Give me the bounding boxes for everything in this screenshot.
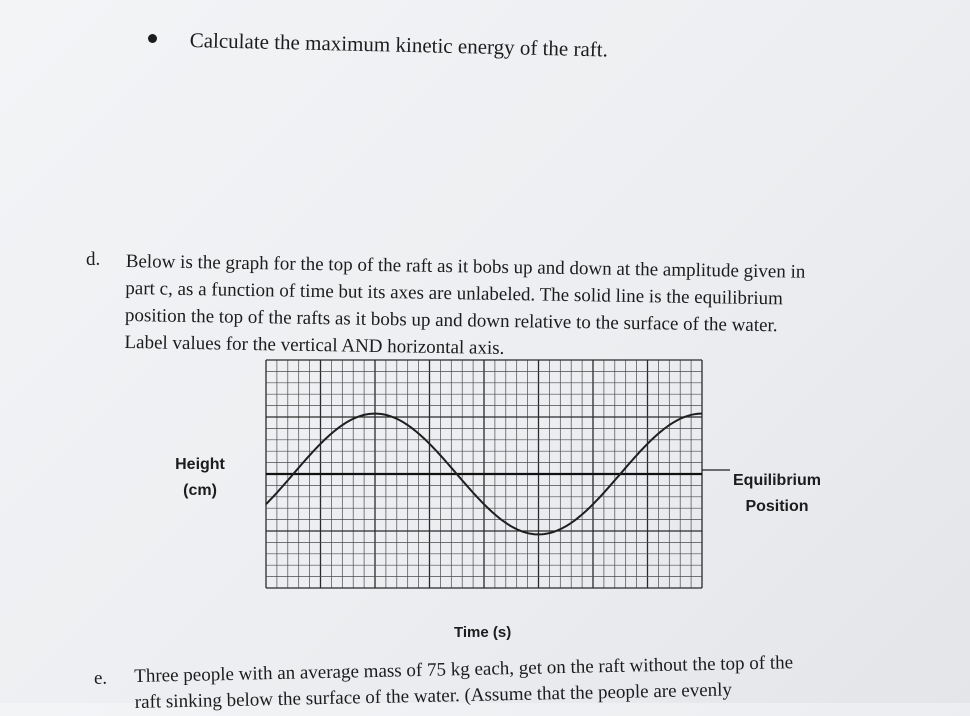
graph-grid (266, 360, 702, 588)
part-d-text (124, 248, 926, 369)
kinetic-energy-question: Calculate the maximum kinetic energy of the raft. (189, 28, 609, 62)
equilibrium-label-line: Equilibrium (733, 472, 821, 489)
x-axis-label: Time (s) (454, 624, 512, 641)
equilibrium-label-line: Position (745, 498, 809, 515)
y-axis-label (165, 452, 235, 504)
wave-graph (262, 356, 742, 596)
part-e-line: raft sinking below the surface of the water. (Assume that the people are evenly (134, 679, 733, 713)
part-d-line: Label values for the vertical AND horizontal axis. (124, 331, 505, 359)
part-d-line: Below is the graph for the top of the raft as it bobs up and down at the amplitude given in (125, 250, 806, 283)
part-e-line: Three people with an average mass of 75 kg each, get on the raft without the top of the (134, 652, 794, 687)
part-d-line: position the top of the rafts as it bobs up and down relative to the surface of the water. (124, 304, 778, 337)
equilibrium-position-label (733, 468, 821, 520)
part-e-letter: e. (94, 668, 108, 689)
y-axis-label-line: (cm) (183, 482, 217, 499)
part-d-line: part c, as a function of time but its axes are unlabeled. The solid line is the equilibrium (125, 277, 784, 310)
part-e-text (134, 647, 935, 716)
part-d-letter: d. (86, 249, 101, 270)
y-axis-label-line: Height (175, 456, 225, 473)
bullet-point (148, 34, 157, 43)
